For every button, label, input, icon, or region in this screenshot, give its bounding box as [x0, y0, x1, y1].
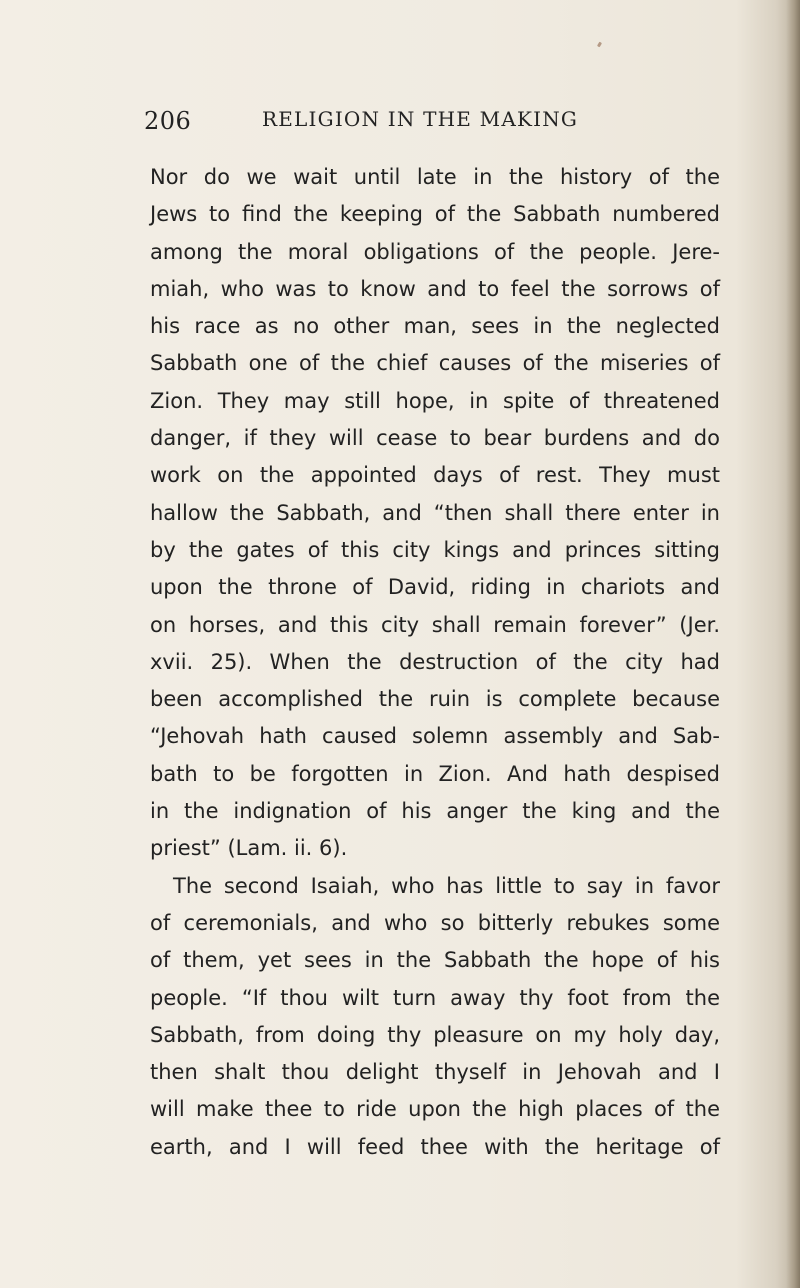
text-line: by the gates of this city kings and princes sitting	[150, 537, 720, 562]
text-line: bath to be forgotten in Zion. And hath despised	[150, 761, 720, 786]
text-line: on horses, and this city shall remain forever” (Jer.	[150, 612, 720, 637]
body-text	[150, 159, 720, 1166]
text-line: will make thee to ride upon the high places of the	[150, 1097, 720, 1122]
text-line: The second Isaiah, who has little to say in favor	[173, 873, 720, 898]
text-line: of ceremonials, and who so bitterly rebukes some	[150, 910, 720, 935]
text-line: been accomplished the ruin is complete because	[150, 687, 720, 712]
text-line: hallow the Sabbath, and “then shall there enter in	[150, 500, 720, 525]
page-header	[0, 103, 800, 143]
text-line: miah, who was to know and to feel the sorrows of	[150, 276, 720, 301]
text-line: Sabbath one of the chief causes of the miseries of	[150, 351, 720, 376]
text-line: his race as no other man, sees in the neglected	[150, 314, 720, 339]
text-line: work on the appointed days of rest. They must	[150, 463, 720, 488]
text-line: upon the throne of David, riding in chariots and	[150, 575, 720, 600]
page-number: 206	[144, 107, 192, 135]
paper-speck	[597, 42, 602, 48]
text-line: earth, and I will feed thee with the heritage of	[150, 1134, 720, 1159]
page-edge-shadow	[786, 0, 800, 1288]
text-line: priest” (Lam. ii. 6).	[150, 836, 348, 861]
text-line: xvii. 25). When the destruction of the city had	[150, 649, 720, 674]
text-line: Nor do we wait until late in the history of the	[150, 165, 720, 189]
text-line: among the moral obligations of the people. Jere-	[150, 239, 720, 264]
text-line: in the indignation of his anger the king and the	[150, 799, 720, 824]
text-line: Sabbath, from doing thy pleasure on my holy day,	[150, 1022, 720, 1047]
text-line: danger, if they will cease to bear burdens and do	[150, 426, 720, 451]
running-head: RELIGION IN THE MAKING	[262, 107, 579, 131]
text-line: then shalt thou delight thyself in Jehovah and I	[150, 1060, 720, 1085]
text-line: Zion. They may still hope, in spite of threatened	[150, 388, 720, 413]
text-line: Jews to find the keeping of the Sabbath numbered	[150, 202, 720, 227]
text-line: of them, yet sees in the Sabbath the hope of his	[150, 948, 720, 973]
text-line: “Jehovah hath caused solemn assembly and Sab-	[150, 724, 720, 749]
text-line: people. “If thou wilt turn away thy foot from the	[150, 985, 720, 1010]
